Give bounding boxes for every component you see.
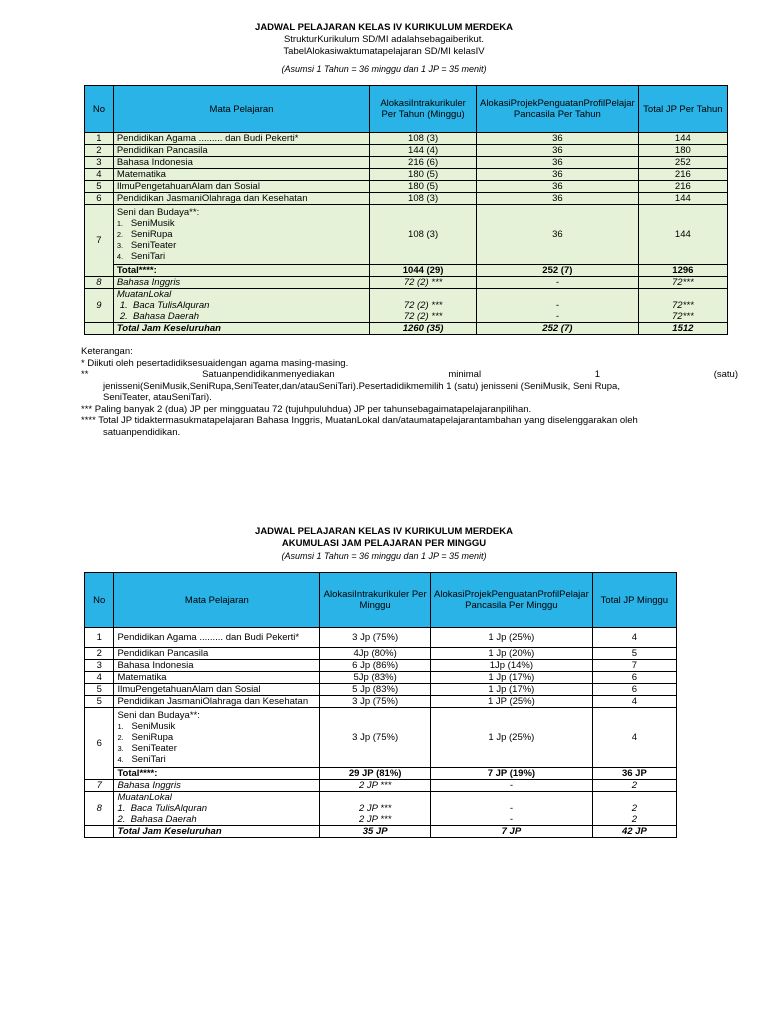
- arts-heading: Seni dan Budaya**:: [117, 710, 200, 721]
- header-total: Total JP Per Tahun: [638, 86, 727, 133]
- table-row: 4 Matematika 5Jp (83%) 1 Jp (17%) 6: [85, 672, 677, 684]
- table-row: 1. Baca TulisAlquran 2 JP *** - 2: [85, 803, 677, 814]
- doc2-subtitle: AKUMULASI JAM PELAJARAN PER MINGGU: [281, 538, 487, 549]
- table-row: 7 Bahasa Inggris 2 JP *** - 2: [85, 780, 677, 792]
- table-row: 1. Baca TulisAlquran 72 (2) *** - 72***: [85, 300, 728, 311]
- header-no: No: [85, 86, 114, 133]
- list-item: 1. SeniMusik: [117, 721, 176, 732]
- local-content-row: 8 MuatanLokal: [85, 792, 677, 804]
- note-2-cont: jenisseni(SeniMusik,SeniRupa,SeniTeater,dan/atauSeniTari).Pesertadidikmemilih 1 (satu) jenisseni (SeniMusik, Seni Rupa,: [103, 380, 620, 392]
- notes-heading: Keterangan:: [81, 346, 133, 357]
- doc1-table: [84, 85, 728, 335]
- subtotal-row: Total****: 29 JP (81%) 7 JP (19%) 36 JP: [85, 768, 677, 780]
- note-2-cont: SeniTeater, atauSeniTari).: [103, 392, 212, 403]
- table-row: 5 Pendidikan JasmaniOlahraga dan Kesehatan 3 Jp (75%) 1 JP (25%) 4: [85, 696, 677, 708]
- doc2-table: [84, 572, 677, 838]
- notes: [81, 346, 738, 438]
- table-row: 8 Bahasa Inggris 72 (2) *** - 72***: [85, 277, 728, 289]
- list-item: 4. SeniTari: [116, 251, 166, 262]
- doc1-assumption: (Asumsi 1 Tahun = 36 minggu dan 1 JP = 35 menit): [281, 64, 487, 74]
- subtotal-row: Total****: 1044 (29) 252 (7) 1296: [85, 265, 728, 277]
- list-item: 2. SeniRupa: [117, 732, 174, 743]
- table-row: 1 Pendidikan Agama ......... dan Budi Pekerti* 108 (3) 36 144: [85, 133, 728, 145]
- table-row: 4 Matematika 180 (5) 36 216: [85, 169, 728, 181]
- doc2-title: JADWAL PELAJARAN KELAS IV KURIKULUM MERDEKA: [255, 526, 513, 537]
- header-no: No: [85, 573, 114, 628]
- table-row: 3 Bahasa Indonesia 216 (6) 36 252: [85, 157, 728, 169]
- arts-list: [117, 218, 366, 262]
- header-total: Total JP Minggu: [592, 573, 676, 628]
- header-intra: AlokasiIntrakurikuler Per Tahun (Minggu): [370, 86, 477, 133]
- doc1-subtitle-1: StrukturKurikulum SD/MI adalahsebagaiberikut.: [283, 34, 485, 45]
- table-row: 5 IlmuPengetahuanAlam dan Sosial 180 (5) 36 216: [85, 181, 728, 193]
- table-row: 2 Pendidikan Pancasila 4Jp (80%) 1 Jp (20%) 5: [85, 648, 677, 660]
- table-row: 2. Bahasa Daerah 72 (2) *** - 72***: [85, 311, 728, 323]
- arts-row: 6 Seni dan Budaya**: 1. SeniMusik 2. SeniRupa 3. SeniTeater 4. SeniTari 3 Jp (75%) 1 Jp (25%) 4: [85, 708, 677, 768]
- table-row: 5 IlmuPengetahuanAlam dan Sosial 5 Jp (83%) 1 Jp (17%) 6: [85, 684, 677, 696]
- list-item: 3. SeniTeater: [116, 240, 177, 251]
- table-row: 1 Pendidikan Agama ......... dan Budi Pekerti* 3 Jp (75%) 1 Jp (25%) 4: [85, 628, 677, 648]
- list-item: 3. SeniTeater: [117, 743, 177, 754]
- local-content-row: 9 MuatanLokal: [85, 289, 728, 301]
- grand-total-row: Total Jam Keseluruhan 1260 (35) 252 (7) 1512: [85, 323, 728, 335]
- list-item: 2. SeniRupa: [116, 229, 173, 240]
- note-4: **** Total JP tidaktermasukmatapelajaran Bahasa Inggris, MuatanLokal dan/ataumatapelajarantambahan yang diselenggarakan oleh: [81, 415, 638, 426]
- arts-heading: Seni dan Budaya**:: [116, 207, 200, 218]
- table-row: 2. Bahasa Daerah 2 JP *** - 2: [85, 814, 677, 826]
- table-row: 2 Pendidikan Pancasila 144 (4) 36 180: [85, 145, 728, 157]
- list-item: 4. SeniTari: [117, 754, 166, 765]
- doc1-title: JADWAL PELAJARAN KELAS IV KURIKULUM MERDEKA: [255, 22, 513, 33]
- header-subject: Mata Pelajaran: [114, 573, 320, 628]
- doc2-assumption: (Asumsi 1 Tahun = 36 minggu dan 1 JP = 35 menit): [281, 551, 487, 561]
- header-project: AlokasiProjekPenguatanProfilPelajar Pancasila Per Minggu: [431, 573, 593, 628]
- list-item: 1. SeniMusik: [116, 218, 175, 229]
- table-row: 6 Pendidikan JasmaniOlahraga dan Kesehatan 108 (3) 36 144: [85, 193, 728, 205]
- header-intra: AlokasiIntrakurikuler Per Minggu: [320, 573, 431, 628]
- note-2: ** Satuanpendidikanmenyediakan minimal 1 (satu): [81, 369, 738, 380]
- table-row: 3 Bahasa Indonesia 6 Jp (86%) 1Jp (14%) 7: [85, 660, 677, 672]
- arts-list: [117, 721, 316, 765]
- arts-row: 7 Seni dan Budaya**: 1. SeniMusik 2. SeniRupa 3. SeniTeater 4. SeniTari 108 (3) 36 144: [85, 205, 728, 265]
- note-3: *** Paling banyak 2 (dua) JP per mingguatau 72 (tujuhpuluhdua) JP per tahunsebagaimatapelajaranpilihan.: [81, 403, 532, 415]
- header-project: AlokasiProjekPenguatanProfilPelajar Pancasila Per Tahun: [476, 86, 638, 133]
- doc1-subtitle-2: TabelAlokasiwaktumatapelajaran SD/MI kelasIV: [283, 46, 485, 57]
- note-4-cont: satuanpendidikan.: [103, 426, 181, 438]
- header-subject: Mata Pelajaran: [113, 86, 369, 133]
- grand-total-row: Total Jam Keseluruhan 35 JP 7 JP 42 JP: [85, 826, 677, 838]
- note-1: * Diikuti oleh pesertadidiksesuaidengan agama masing-masing.: [81, 357, 349, 369]
